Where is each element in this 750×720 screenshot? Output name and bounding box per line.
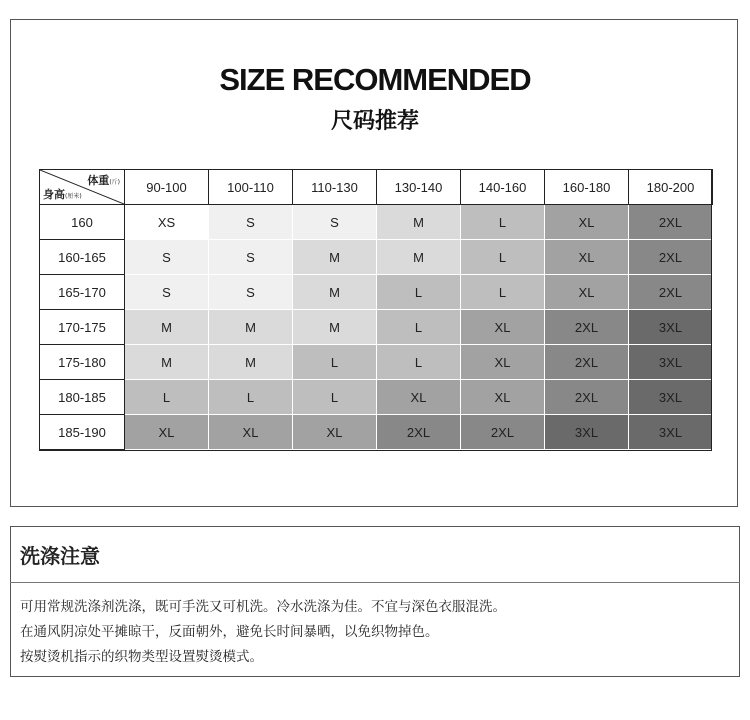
size-cell: S (209, 275, 293, 310)
size-cell: M (293, 275, 377, 310)
table-row (40, 380, 713, 415)
table-row (40, 345, 713, 380)
weight-axis-label: 体重(斤) (87, 174, 120, 187)
wash-title: 洗涤注意 (20, 544, 100, 568)
size-cell: 2XL (377, 415, 461, 450)
table-row (40, 415, 713, 450)
size-cell: L (377, 345, 461, 380)
size-cell: M (293, 310, 377, 345)
size-cell: 2XL (545, 310, 629, 345)
size-cell: 2XL (461, 415, 545, 450)
size-cell: XL (209, 415, 293, 450)
size-cell: M (377, 205, 461, 240)
height-row-header: 160-165 (40, 240, 125, 275)
size-cell: L (209, 380, 293, 415)
wash-instructions (20, 595, 506, 670)
height-row-header: 170-175 (40, 310, 125, 345)
table-header-row (40, 170, 713, 205)
size-cell: M (125, 310, 209, 345)
size-cell: S (209, 205, 293, 240)
size-cell: XL (461, 310, 545, 345)
size-cell: XL (377, 380, 461, 415)
wash-line: 可用常规洗涤剂洗涤，既可手洗又可机洗。冷水洗涤为佳。不宜与深色衣服混洗。 (20, 599, 506, 615)
height-row-header: 160 (40, 205, 125, 240)
table-row (40, 275, 713, 310)
size-cell: XL (545, 205, 629, 240)
wash-line: 在通风阴凉处平摊晾干，反面朝外，避免长时间暴晒，以免织物掉色。 (20, 624, 439, 640)
table-row (40, 205, 713, 240)
size-cell: 2XL (545, 345, 629, 380)
weight-column-header: 100-110 (209, 170, 293, 205)
height-row-header: 185-190 (40, 415, 125, 450)
weight-column-header: 180-200 (629, 170, 713, 205)
size-table (39, 169, 713, 450)
height-axis-label: 身高(厘米) (43, 188, 82, 201)
size-cell: L (293, 380, 377, 415)
size-cell: XL (545, 240, 629, 275)
size-cell: M (293, 240, 377, 275)
page-title: SIZE RECOMMENDED (219, 62, 531, 97)
size-cell: L (461, 240, 545, 275)
weight-column-header: 140-160 (461, 170, 545, 205)
weight-column-header: 160-180 (545, 170, 629, 205)
size-cell: L (377, 310, 461, 345)
size-cell: S (125, 240, 209, 275)
size-cell: S (125, 275, 209, 310)
size-cell: 3XL (629, 345, 713, 380)
size-cell: 2XL (545, 380, 629, 415)
size-cell: S (293, 205, 377, 240)
size-cell: XL (125, 415, 209, 450)
height-row-header: 180-185 (40, 380, 125, 415)
size-cell: XL (293, 415, 377, 450)
table-row (40, 240, 713, 275)
table-corner-cell (40, 170, 125, 205)
size-cell: XS (125, 205, 209, 240)
size-cell: M (209, 310, 293, 345)
size-cell: L (461, 275, 545, 310)
size-cell: L (125, 380, 209, 415)
weight-column-header: 90-100 (125, 170, 209, 205)
size-cell: 3XL (545, 415, 629, 450)
size-cell: 3XL (629, 380, 713, 415)
page-subtitle: 尺码推荐 (330, 109, 419, 134)
size-cell: L (377, 275, 461, 310)
size-cell: XL (545, 275, 629, 310)
size-cell: M (377, 240, 461, 275)
size-cell: XL (461, 380, 545, 415)
size-cell: M (209, 345, 293, 380)
size-cell: 3XL (629, 310, 713, 345)
size-cell: S (209, 240, 293, 275)
size-cell: XL (461, 345, 545, 380)
size-cell: L (293, 345, 377, 380)
table-row (40, 310, 713, 345)
wash-divider (10, 582, 740, 583)
size-cell: 2XL (629, 205, 713, 240)
wash-line: 按熨烫机指示的织物类型设置熨烫模式。 (20, 649, 263, 665)
size-cell: L (461, 205, 545, 240)
height-row-header: 175-180 (40, 345, 125, 380)
size-cell: 3XL (629, 415, 713, 450)
size-cell: 2XL (629, 275, 713, 310)
weight-column-header: 130-140 (377, 170, 461, 205)
size-cell: 2XL (629, 240, 713, 275)
height-row-header: 165-170 (40, 275, 125, 310)
size-cell: M (125, 345, 209, 380)
weight-column-header: 110-130 (293, 170, 377, 205)
